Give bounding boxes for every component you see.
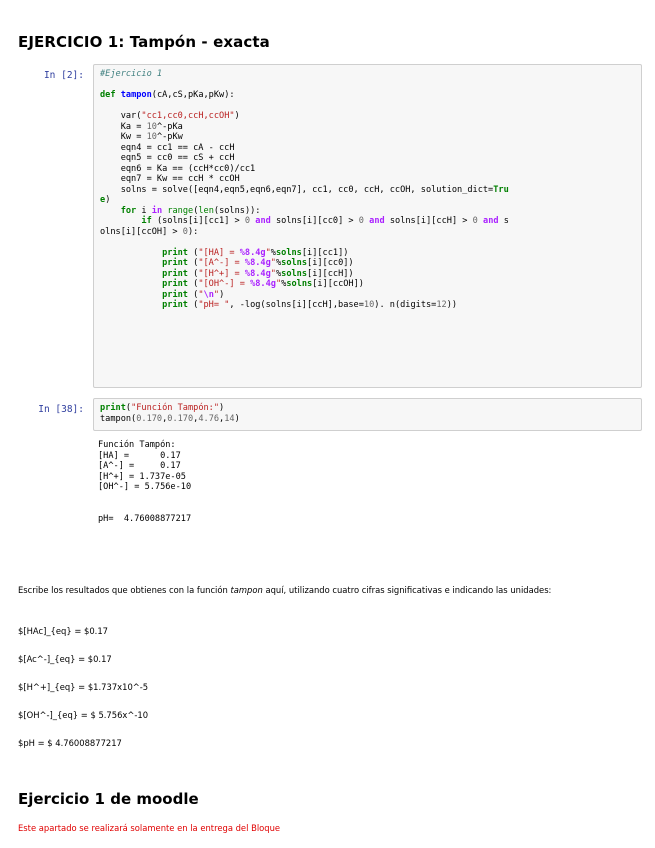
code-line	[100, 414, 240, 424]
code-line	[100, 290, 224, 300]
code-token: %8.4g	[250, 279, 276, 289]
code-line	[100, 90, 235, 100]
code-token: (	[187, 268, 199, 279]
result-hac: $[HAc]_{eq} = $0.17	[18, 626, 108, 636]
code-token: ). n(digits=	[374, 300, 437, 310]
code-token: solns	[286, 279, 313, 289]
code-token: ^-pKa	[156, 121, 183, 132]
code-token: 0.170	[167, 413, 194, 424]
code-token: eqn4 = cc1 == cA - ccH	[100, 142, 235, 153]
code-token: "pH= "	[198, 300, 230, 310]
code-token: print	[162, 258, 188, 268]
code-token: %	[275, 268, 282, 279]
code-token: (solns)):	[213, 205, 261, 216]
code-token: )	[219, 403, 225, 413]
code-token: (	[187, 258, 199, 268]
code-token: )	[219, 289, 225, 300]
code-token	[100, 258, 162, 268]
code-line	[100, 143, 235, 153]
code-token: %8.4g	[244, 268, 271, 279]
code-token: %	[281, 279, 287, 289]
result-h: $[H^+]_{eq} = $1.737x10^-5	[18, 682, 149, 692]
code-token: solns[i][cc0] >	[270, 216, 359, 226]
code-token: tampon(	[100, 413, 137, 424]
code-token: (	[187, 247, 199, 258]
code-token: ,	[193, 413, 199, 424]
code-line	[100, 300, 457, 310]
code-token: print	[100, 403, 126, 413]
code-token: Kw =	[100, 132, 147, 142]
code-token: (	[187, 279, 199, 289]
code-token: print	[162, 279, 188, 289]
code-token: 10	[146, 132, 157, 142]
code-token: var(	[100, 111, 142, 121]
code-token: %	[270, 247, 276, 258]
result-ph: $pH = $ 4.76008877217	[18, 738, 122, 748]
code-line	[100, 279, 364, 289]
section-heading: EJERCICIO 1: Tampón - exacta	[18, 33, 270, 51]
code-token: "	[213, 289, 220, 300]
code-line	[100, 132, 183, 142]
code-token: s	[498, 216, 509, 226]
input-prompt-2: In [38]:	[38, 404, 84, 415]
code-line	[100, 206, 260, 216]
code-token: (	[193, 205, 199, 216]
code-token: solns	[281, 268, 308, 279]
code-token: "	[265, 247, 271, 258]
code-token: range	[167, 205, 194, 216]
code-token: "	[198, 289, 204, 300]
code-token: "Función Tampón:"	[131, 403, 220, 413]
code-token: "	[270, 258, 276, 268]
code-token: [i][ccH])	[307, 268, 354, 279]
moodle-heading: Ejercicio 1 de moodle	[18, 790, 199, 808]
code-editor-2[interactable]	[100, 403, 240, 424]
code-token	[100, 216, 141, 226]
code-line	[100, 69, 162, 79]
code-token	[100, 290, 162, 300]
code-line	[100, 248, 348, 258]
code-line	[100, 174, 240, 184]
bloque-note: Este apartado se realizará solamente en la entrega del Bloque	[18, 823, 281, 833]
code-line	[100, 269, 354, 279]
code-token: [i][cc0])	[307, 258, 354, 268]
code-token	[100, 269, 162, 279]
code-token: eqn7 = Kw == ccH * ccOH	[100, 174, 240, 184]
code-token: "[A^-] =	[198, 258, 245, 268]
code-token: )	[234, 413, 240, 424]
function-name: tampon	[230, 585, 263, 595]
code-token: (	[125, 403, 132, 413]
code-token: in	[151, 205, 163, 216]
code-token: print	[162, 289, 188, 300]
code-line	[100, 195, 110, 205]
code-line	[100, 185, 509, 195]
code-line	[100, 122, 183, 132]
code-token: print	[162, 247, 188, 258]
code-token: %8.4g	[244, 258, 271, 268]
code-token: 10	[146, 121, 157, 132]
code-token: ,	[162, 413, 168, 424]
code-token	[100, 248, 162, 258]
code-token: ):	[187, 226, 199, 237]
code-token: )	[234, 111, 240, 121]
code-token: %	[275, 258, 282, 268]
code-token: e	[100, 195, 106, 205]
code-token: , -log(solns[i][ccH],base=	[229, 300, 364, 310]
code-line	[100, 227, 198, 237]
instructions-text-end: aquí, utilizando cuatro cifras significativas e indicando las unidades:	[262, 585, 552, 595]
code-token: ,	[219, 413, 225, 424]
code-token: \n	[203, 289, 214, 300]
code-token	[100, 206, 121, 216]
code-token: (	[187, 289, 199, 300]
code-token: 0	[244, 216, 251, 226]
code-token	[100, 300, 162, 310]
code-token: Tru	[493, 184, 509, 195]
code-token: 0	[472, 216, 478, 226]
code-token: #Ejercicio 1	[100, 69, 163, 79]
code-token: (solns[i][cc1] >	[151, 216, 245, 226]
code-cell-1[interactable]	[93, 64, 642, 388]
code-cell-2[interactable]	[93, 398, 642, 431]
code-token: print	[162, 300, 188, 310]
code-token: Ka =	[100, 121, 147, 132]
code-token: solns	[275, 247, 302, 258]
code-token: [i][ccOH])	[312, 279, 364, 289]
code-token: (	[187, 300, 199, 310]
code-token: print	[162, 268, 188, 279]
code-token: for	[120, 205, 137, 216]
code-token: def	[100, 90, 116, 100]
code-line	[100, 216, 509, 226]
code-token: 4.76	[198, 413, 220, 424]
code-token: 0.170	[136, 413, 163, 424]
code-token: "	[275, 279, 282, 289]
input-prompt-1: In [2]:	[43, 70, 84, 81]
code-token: )	[105, 195, 111, 205]
instructions-text: Escribe los resultados que obtienes con la función	[18, 585, 231, 595]
cell-output: Función Tampón: [HA] = 0.17 [A^-] = 0.17 [H^+] = 1.737e-05 [OH^-] = 5.756e-10 pH= 4.76008877217	[98, 440, 192, 524]
code-line	[100, 153, 235, 163]
code-token: 14	[224, 413, 235, 424]
code-token: solns	[281, 258, 308, 268]
code-token: %8.4g	[239, 247, 266, 258]
code-token: i	[136, 205, 152, 216]
result-oh: $[OH^-]_{eq} = $ 5.756x^-10	[18, 710, 149, 720]
code-token: 0	[358, 216, 364, 226]
instructions-paragraph	[18, 584, 618, 597]
code-token: "cc1,cc0,ccH,ccOH"	[141, 111, 235, 121]
code-token: ))	[446, 300, 458, 310]
code-token: tampon	[120, 90, 152, 100]
code-token: ^-pKw	[156, 132, 183, 142]
code-line	[100, 258, 354, 268]
code-token: (cA,cS,pKa,pKw):	[151, 90, 235, 100]
code-token: solns[i][ccH] >	[384, 216, 473, 226]
code-token: len	[198, 205, 214, 216]
code-token: olns[i][ccOH] >	[100, 226, 183, 237]
code-token: 10	[363, 300, 375, 310]
code-token: "	[270, 268, 276, 279]
code-token	[100, 279, 162, 289]
code-token: [i][cc1])	[301, 247, 349, 258]
code-line	[100, 164, 255, 174]
code-token: eqn6 = Ka == (ccH*cc0)/cc1	[100, 163, 256, 174]
code-token: solns = solve([eqn4,eqn5,eqn6,eqn7], cc1, cc0, ccH, ccOH, solution_dict=	[100, 184, 494, 195]
code-token: "[OH^-] =	[198, 279, 251, 289]
code-token: and	[255, 216, 271, 226]
code-token: if	[141, 216, 152, 226]
code-token: 0	[182, 226, 188, 237]
code-token: 12	[436, 300, 447, 310]
result-ac: $[Ac^-]_{eq} = $0.17	[18, 654, 112, 664]
code-token: "[HA] =	[198, 247, 240, 258]
code-token: eqn5 = cc0 == cS + ccH	[100, 153, 235, 163]
code-line	[100, 111, 240, 121]
code-token: and	[369, 216, 385, 226]
code-editor-1[interactable]	[100, 69, 509, 311]
code-line	[100, 403, 224, 413]
code-token: and	[483, 216, 499, 226]
code-token: "[H^+] =	[198, 268, 245, 279]
